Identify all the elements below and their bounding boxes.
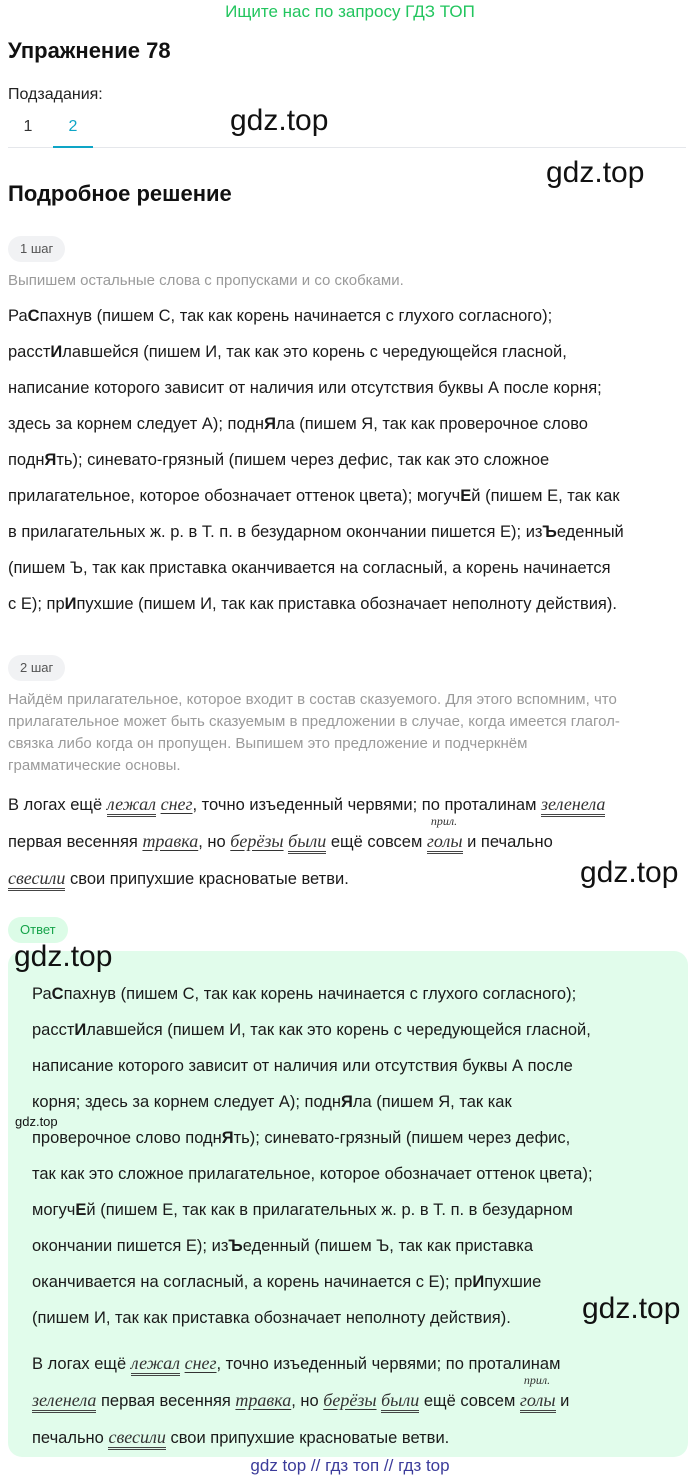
subject: снег	[184, 1353, 217, 1373]
step-badge: 1 шаг	[8, 236, 65, 262]
text-line: написание которого зависит от наличия или отсутствия буквы А после	[32, 1057, 573, 1075]
subject: берёзы	[230, 831, 284, 851]
predicate: лежал	[107, 794, 156, 817]
predicate: голы	[520, 1390, 556, 1413]
text-line: проверочное слово поднЯть); синевато-грязный (пишем через дефис,	[32, 1129, 571, 1147]
step-hint: Выпишем остальные слова с пропусками и со скобками.	[8, 272, 404, 289]
predicate: лежал	[131, 1353, 180, 1376]
text-line: зеленела первая весенняя травка, но берёзы были ещё совсем прил. голы и	[32, 1382, 682, 1419]
answer-sentence	[32, 1345, 682, 1456]
text-line: так как это сложное прилагательное, которое обозначает оттенок цвета);	[32, 1165, 593, 1183]
answer-badge: Ответ	[8, 917, 68, 943]
step-text	[8, 298, 688, 622]
text-line: окончании пишется Е); изЪеденный (пишем Ъ, так как приставка	[32, 1237, 534, 1255]
predicate: свесили	[8, 868, 65, 891]
text-line: РаСпахнув (пишем С, так как корень начинается с глухого согласного);	[32, 985, 577, 1003]
text-line: могучЕй (пишем Е, так как в прилагательных ж. р. в Т. п. в безударном	[32, 1201, 573, 1219]
text-line: первая весенняя травка, но берёзы были ещё совсем прил. голы и печально	[8, 823, 688, 860]
subtasks-label: Подзадания:	[8, 86, 103, 103]
tab-subtask-1[interactable]: 1	[23, 118, 33, 135]
watermark: gdz.top	[230, 104, 329, 137]
predicate: голы	[427, 831, 463, 854]
predicate: были	[381, 1390, 419, 1413]
answer-text	[32, 976, 682, 1336]
text-line: оканчивается на согласный, а корень начинается с Е); прИпухшие	[32, 1273, 542, 1291]
text-line: в прилагательных ж. р. в Т. п. в безударном окончании пишется Е); изЪеденный	[8, 523, 624, 541]
watermark: gdz.top	[14, 940, 113, 973]
predicate: были	[288, 831, 326, 854]
text-line: В логах ещё лежал снег, точно изъеденный червями; по проталинам	[32, 1345, 682, 1382]
predicate: зеленела	[541, 794, 605, 817]
subtask-tabs	[8, 114, 686, 148]
text-line: свесили свои припухшие красноватые ветви.	[8, 860, 688, 897]
adjective-mark: прил.	[523, 1373, 551, 1387]
text-line: (пишем И, так как приставка обозначает неполноту действия).	[32, 1309, 511, 1327]
watermark: gdz.top	[15, 1114, 58, 1129]
text-line: корня; здесь за корнем следует А); поднЯла (пишем Я, так как	[32, 1093, 512, 1111]
step-hint: Найдём прилагательное, которое входит в состав сказуемого. Для этого вспомним, что прилагательное может быть сказуемым в предложении в случае, когда имеется глагол- связка либо когда он пропущен. Выпишем это предложение и подчеркнём грамматические основы.	[8, 691, 620, 774]
text-line: написание которого зависит от наличия или отсутствия буквы А после корня;	[8, 379, 602, 397]
subject: травка	[235, 1390, 292, 1410]
text-line: прилагательное, которое обозначает оттенок цвета); могучЕй (пишем Е, так как	[8, 487, 620, 505]
adjective-mark: прил.	[430, 814, 458, 828]
text-line: (пишем Ъ, так как приставка оканчивается на согласный, а корень начинается	[8, 559, 611, 577]
watermark: gdz.top	[546, 156, 645, 189]
subject: снег	[160, 794, 193, 814]
tab-subtask-2[interactable]: 2	[53, 114, 93, 148]
section-title: Подробное решение	[8, 181, 232, 206]
text-line: расстИлавшейся (пишем И, так как это корень с чередующейся гласной,	[8, 343, 567, 361]
text-line: печально свесили свои припухшие красноватые ветви.	[32, 1419, 682, 1456]
page-title: Упражнение 78	[8, 38, 171, 63]
text-line: В логах ещё лежал снег, точно изъеденный червями; по проталинам зеленела	[8, 786, 688, 823]
text-line: РаСпахнув (пишем С, так как корень начинается с глухого согласного);	[8, 307, 553, 325]
predicate: свесили	[108, 1427, 165, 1450]
watermark: gdz.top	[580, 856, 679, 889]
subject: травка	[142, 831, 199, 851]
watermark: gdz.top	[582, 1292, 681, 1325]
step-badge: 2 шаг	[8, 655, 65, 681]
text-line: расстИлавшейся (пишем И, так как это корень с чередующейся гласной,	[32, 1021, 591, 1039]
predicate: зеленела	[32, 1390, 96, 1413]
search-banner[interactable]: Ищите нас по запросу ГДЗ ТОП	[225, 2, 475, 21]
text-line: поднЯть); синевато-грязный (пишем через дефис, так как это сложное	[8, 451, 550, 469]
text-line: с Е); прИпухшие (пишем И, так как приставка обозначает неполноту действия).	[8, 595, 617, 613]
text-line: здесь за корнем следует А); поднЯла (пишем Я, так как проверочное слово	[8, 415, 588, 433]
subject: берёзы	[323, 1390, 377, 1410]
footer-links[interactable]: gdz top // гдз топ // гдз top	[250, 1456, 450, 1475]
